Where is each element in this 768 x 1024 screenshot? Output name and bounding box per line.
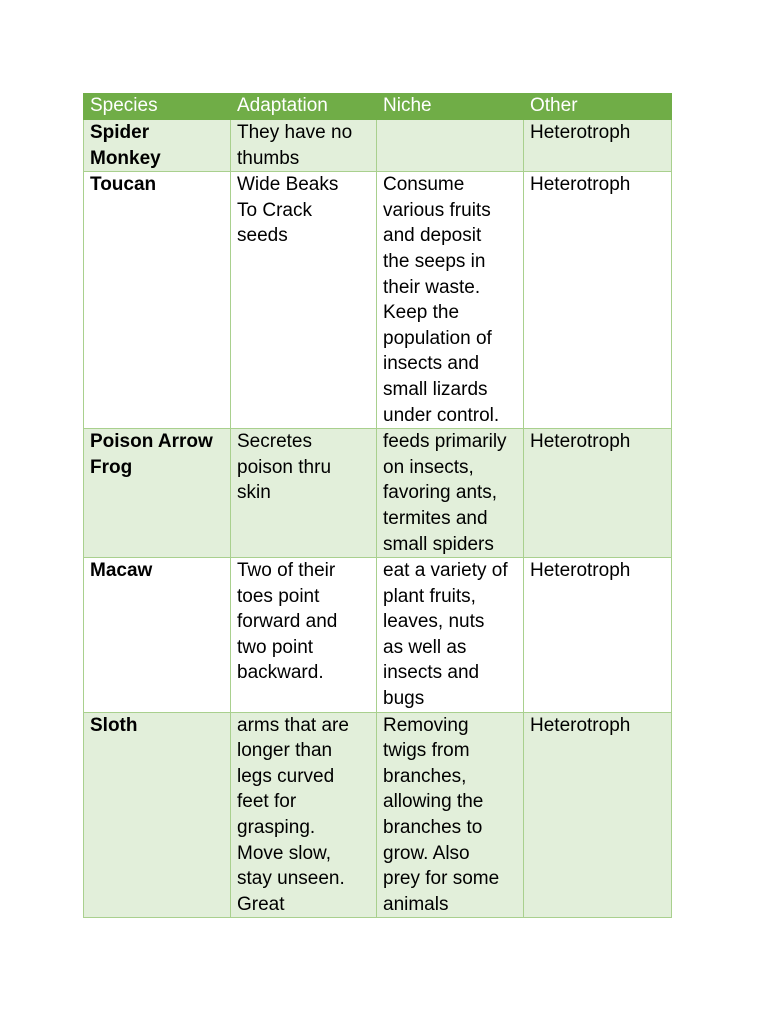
niche-cell <box>377 558 524 713</box>
species-table <box>83 93 672 918</box>
species-text: Sloth <box>90 714 138 736</box>
other-cell <box>524 712 672 918</box>
other-cell <box>524 429 672 558</box>
header-species: Species <box>84 94 231 120</box>
adaptation-cell <box>231 558 377 713</box>
other-text: Heterotroph <box>530 714 631 736</box>
table-row <box>84 172 672 429</box>
niche-cell <box>377 120 524 172</box>
species-text: Toucan <box>90 174 157 196</box>
adaptation-cell <box>231 120 377 172</box>
other-text: Heterotroph <box>530 560 631 582</box>
table-row <box>84 712 672 918</box>
other-text: Heterotroph <box>530 174 631 196</box>
niche-text: eat a variety of plant fruits, leaves, nuts as well as insects and bugs <box>383 560 508 710</box>
niche-cell <box>377 712 524 918</box>
other-cell <box>524 172 672 429</box>
niche-cell <box>377 429 524 558</box>
niche-cell <box>377 172 524 429</box>
adaptation-text: arms that are longer than legs curved feet for grasping. Move slow, stay unseen. Great <box>237 714 349 915</box>
header-adaptation: Adaptation <box>231 94 377 120</box>
species-cell <box>84 120 231 172</box>
table-header <box>84 94 672 120</box>
other-text: Heterotroph <box>530 431 631 453</box>
species-cell <box>84 172 231 429</box>
niche-text: Removing twigs from branches, allowing the branches to grow. Also prey for some animals <box>383 714 500 915</box>
niche-text: Consume various fruits and deposit the seeps in their waste. Keep the population of insects and small lizards under control. <box>383 174 500 426</box>
species-text: Spider Monkey <box>90 122 161 169</box>
adaptation-text: Wide Beaks To Crack seeds <box>237 174 339 247</box>
species-cell <box>84 712 231 918</box>
table-row <box>84 429 672 558</box>
adaptation-cell <box>231 172 377 429</box>
table-body <box>84 120 672 918</box>
header-other: Other <box>524 94 672 120</box>
adaptation-cell <box>231 429 377 558</box>
header-row <box>84 94 672 120</box>
adaptation-text: They have no thumbs <box>237 122 353 169</box>
other-text: Heterotroph <box>530 122 631 143</box>
niche-text: feeds primarily on insects, favoring ants, termites and small spiders <box>383 431 507 555</box>
header-niche: Niche <box>377 94 524 120</box>
adaptation-cell <box>231 712 377 918</box>
other-cell <box>524 120 672 172</box>
other-cell <box>524 558 672 713</box>
table-row <box>84 558 672 713</box>
species-text: Poison Arrow Frog <box>90 431 213 478</box>
species-cell <box>84 429 231 558</box>
table-row <box>84 120 672 172</box>
species-text: Macaw <box>90 560 153 582</box>
species-cell <box>84 558 231 713</box>
adaptation-text: Two of their toes point forward and two point backward. <box>237 560 338 684</box>
adaptation-text: Secretes poison thru skin <box>237 431 332 504</box>
